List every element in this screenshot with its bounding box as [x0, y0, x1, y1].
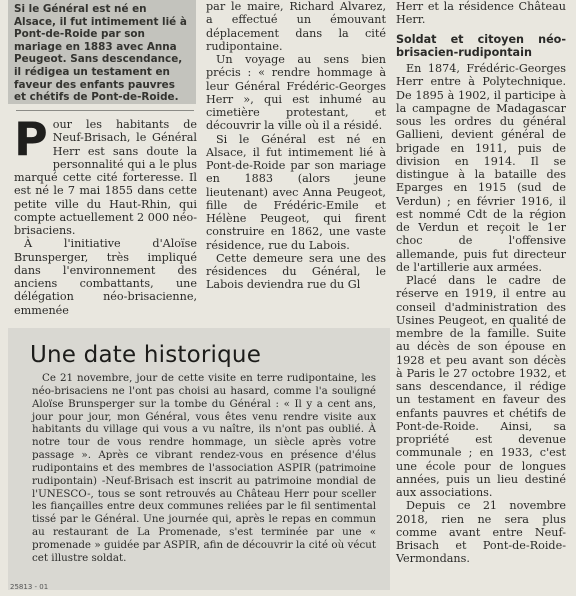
- col2-paragraph: Un voyage au sens bien précis : « rendre hommage à leur Général Frédéric-Georges Herr », qui est inhumé au cimetière protestant, et découvrir la ville où il a résidé.: [206, 53, 386, 133]
- divider: [16, 110, 194, 111]
- col3-paragraph: Placé dans le cadre de réserve en 1919, il entre au conseil d'administration des Usines Peugeot, en qualité de membre de la famille. Suite au décès de son épouse en 1928 et peu avant son décès à Paris le 27 octobre 1932, et sans descendance, il rédige un testament en faveur des enfants pauvres et chétifs de Pont-de-Roide. Ainsi, sa propriété est devenue communale ; en 1933, c'est une école pour de longues années, puis un lieu destiné aux associations.: [396, 274, 566, 500]
- inset-paragraph: Ce 21 novembre, jour de cette visite en terre rudipontaine, les néo-brisaciens ne l'ont pas choisi au hasard, comme l'a souligné Aloïse Brunsperger sur la tombe du Général : « Il y a cent ans, jour pour jour, mon Général, vous êtes venu rendre visite aux habitants du village qui vous a vu naître, ils n'ont pas oublié. À notre tour de vous rendre hommage, un siècle après votre passage ». Après ce vibrant rendez-vous en présence d'élus rudipontains et des membres de l'association ASPIR (patrimoine rudipontain) -Neuf-Brisach est inscrit au patrimoine mondial de l'UNESCO-, tous se sont retrouvés au Château Herr pour sceller les fiançailles entre deux communes reliées par le fil sentimental tissé par le Général. Une journée qui, après le repas en commun au restaurant de La Promenade, s'est terminée par une « promenade » guidée par ASPIR, afin de découvrir la cité où vécut cet illustre soldat.: [32, 372, 376, 564]
- intro-box: [8, 0, 196, 104]
- col1-paragraph: À l'initiative d'Aloïse Brunsperger, très impliqué dans l'environnement des anciens combattants, une délégation néo-brisacienne, emmenée: [14, 237, 197, 317]
- column-3: [396, 0, 566, 566]
- col2-paragraph: Cette demeure sera une des résidences du Général, le Labois deviendra rue du Gl: [206, 251, 386, 292]
- col1-paragraph: our les habitants de Neuf-Brisach, le Général Herr est sans doute la personnalité qui a le plus marqué cette cité forteresse. Il est né le 7 mai 1855 dans cette petite ville du Haut-Rhin, qui compte actuellement 2 000 néo-brisaciens.: [14, 118, 197, 237]
- col2-paragraph: par le maire, Richard Alvarez, a effectué un émouvant déplacement dans la cité rudipontaine.: [206, 0, 386, 53]
- intro-text: Si le Général est né en Alsace, il fut intimement lié à Pont-de-Roide par son mariage en 1883 avec Anna Peugeot. Sans descendance, il rédigea un testament en faveur des enfants pauvres et chétifs de Pont-de-Roide.: [14, 3, 187, 104]
- col3-paragraph: Depuis ce 21 novembre 2018, rien ne sera plus comme avant entre Neuf-Brisach et Pont-de-Roide-Vermondans.: [396, 499, 566, 566]
- inset-text: [32, 372, 376, 565]
- col2-paragraph: Si le Général est né en Alsace, il fut intimement lié à Pont-de-Roide par son mariage en 1883 (alors jeune lieutenant) avec Anna Peugeot, fille de Frédéric-Emile et Hélène Peugeot, qui firent construire en 1862, une vaste résidence, rue du Labois.: [206, 132, 386, 252]
- section-subheading: Soldat et citoyen néo-brisacien-rudipontain: [396, 32, 566, 59]
- inset-headline: Une date historique: [30, 342, 262, 368]
- column-2: [206, 0, 386, 292]
- drop-cap: P: [14, 112, 48, 166]
- col3-paragraph: En 1874, Frédéric-Georges Herr entre à Polytechnique. De 1895 à 1902, il participe à la campagne de Madagascar sous les ordres du général Gallieni, devient général de brigade en 1911, puis de division en 1914. Il se distingue à la bataille des Eparges en 1915 (sud de Verdun) ; en février 1916, il est nommé Cdt de la région de Verdun et reçoit le 1er choc de l'offensive allemande, puis fut directeur de l'artillerie aux armées.: [396, 62, 566, 274]
- column-1: [14, 112, 197, 317]
- col3-lead: Herr et la résidence Château Herr.: [396, 0, 566, 27]
- page-code: 25813 - 01: [10, 583, 49, 591]
